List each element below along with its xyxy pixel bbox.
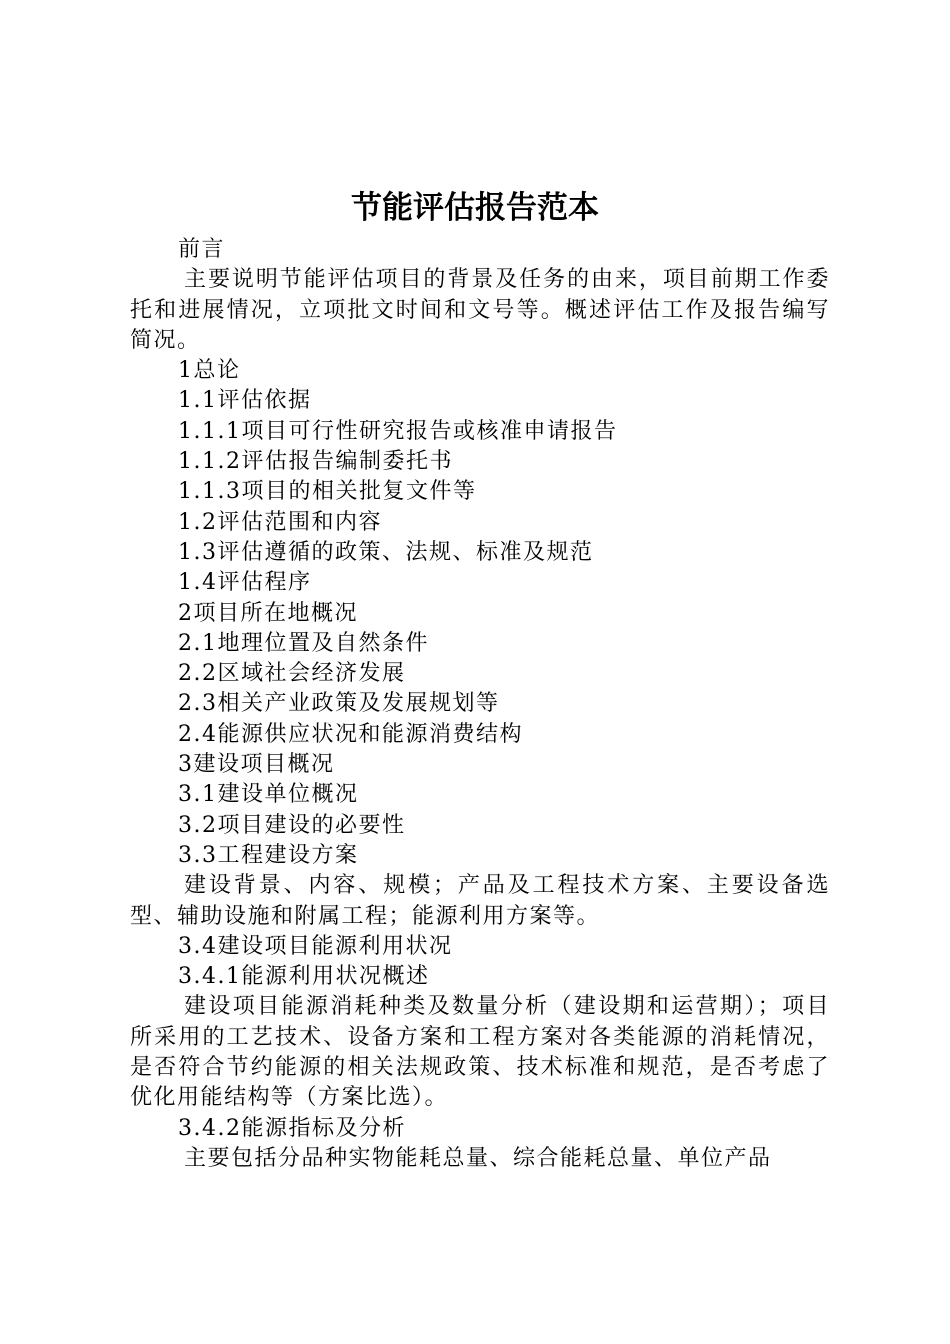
section-heading: 2.3相关产业政策及发展规划等 xyxy=(178,691,500,717)
section-heading: 3.4.1能源利用状况概述 xyxy=(178,964,430,990)
section-heading: 2.4能源供应状况和能源消费结构 xyxy=(178,721,523,747)
body-paragraph: 建设项目能源消耗种类及数量分析（建设期和运营期）；项目所采用的工艺技术、设备方案和工程方案对各类能源的消耗情况，是否符合节约能源的相关法规政策、技术标准和规范，是否考虑了优化用能结构等（方案比选）。 xyxy=(130,994,830,1111)
document-body xyxy=(130,235,830,1174)
section-heading: 1.1.1项目可行性研究报告或核准申请报告 xyxy=(178,418,618,444)
section-heading: 3.4建设项目能源利用状况 xyxy=(178,933,453,959)
section-heading: 1.1评估依据 xyxy=(178,388,312,414)
section-heading: 2.2区域社会经济发展 xyxy=(178,661,406,687)
document-title: 节能评估报告范本 xyxy=(351,190,599,226)
body-paragraph: 主要包括分品种实物能耗总量、综合能耗总量、单位产品 xyxy=(184,1145,772,1171)
section-heading: 3.1建设单位概况 xyxy=(178,782,359,808)
section-heading: 1.3评估遵循的政策、法规、标准及规范 xyxy=(178,539,594,565)
section-heading: 1.1.3项目的相关批复文件等 xyxy=(178,479,477,505)
section-heading: 1总论 xyxy=(178,358,241,384)
section-heading: 3.4.2能源指标及分析 xyxy=(178,1115,406,1141)
section-heading: 2项目所在地概况 xyxy=(178,600,358,626)
section-heading: 前言 xyxy=(178,237,226,262)
body-paragraph: 主要说明节能评估项目的背景及任务的由来，项目前期工作委托和进展情况，立项批文时间和文号等。概述评估工作及报告编写简况。 xyxy=(130,267,830,353)
section-heading: 1.2评估范围和内容 xyxy=(178,509,382,535)
body-paragraph: 建设背景、内容、规模；产品及工程技术方案、主要设备选型、辅助设施和附属工程；能源利用方案等。 xyxy=(130,873,830,929)
section-heading: 3.3工程建设方案 xyxy=(178,842,359,868)
section-heading: 2.1地理位置及自然条件 xyxy=(178,630,429,656)
section-heading: 3建设项目概况 xyxy=(178,752,335,778)
section-heading: 3.2项目建设的必要性 xyxy=(178,812,406,838)
section-heading: 1.1.2评估报告编制委托书 xyxy=(178,449,453,475)
section-heading: 1.4评估程序 xyxy=(178,570,312,596)
